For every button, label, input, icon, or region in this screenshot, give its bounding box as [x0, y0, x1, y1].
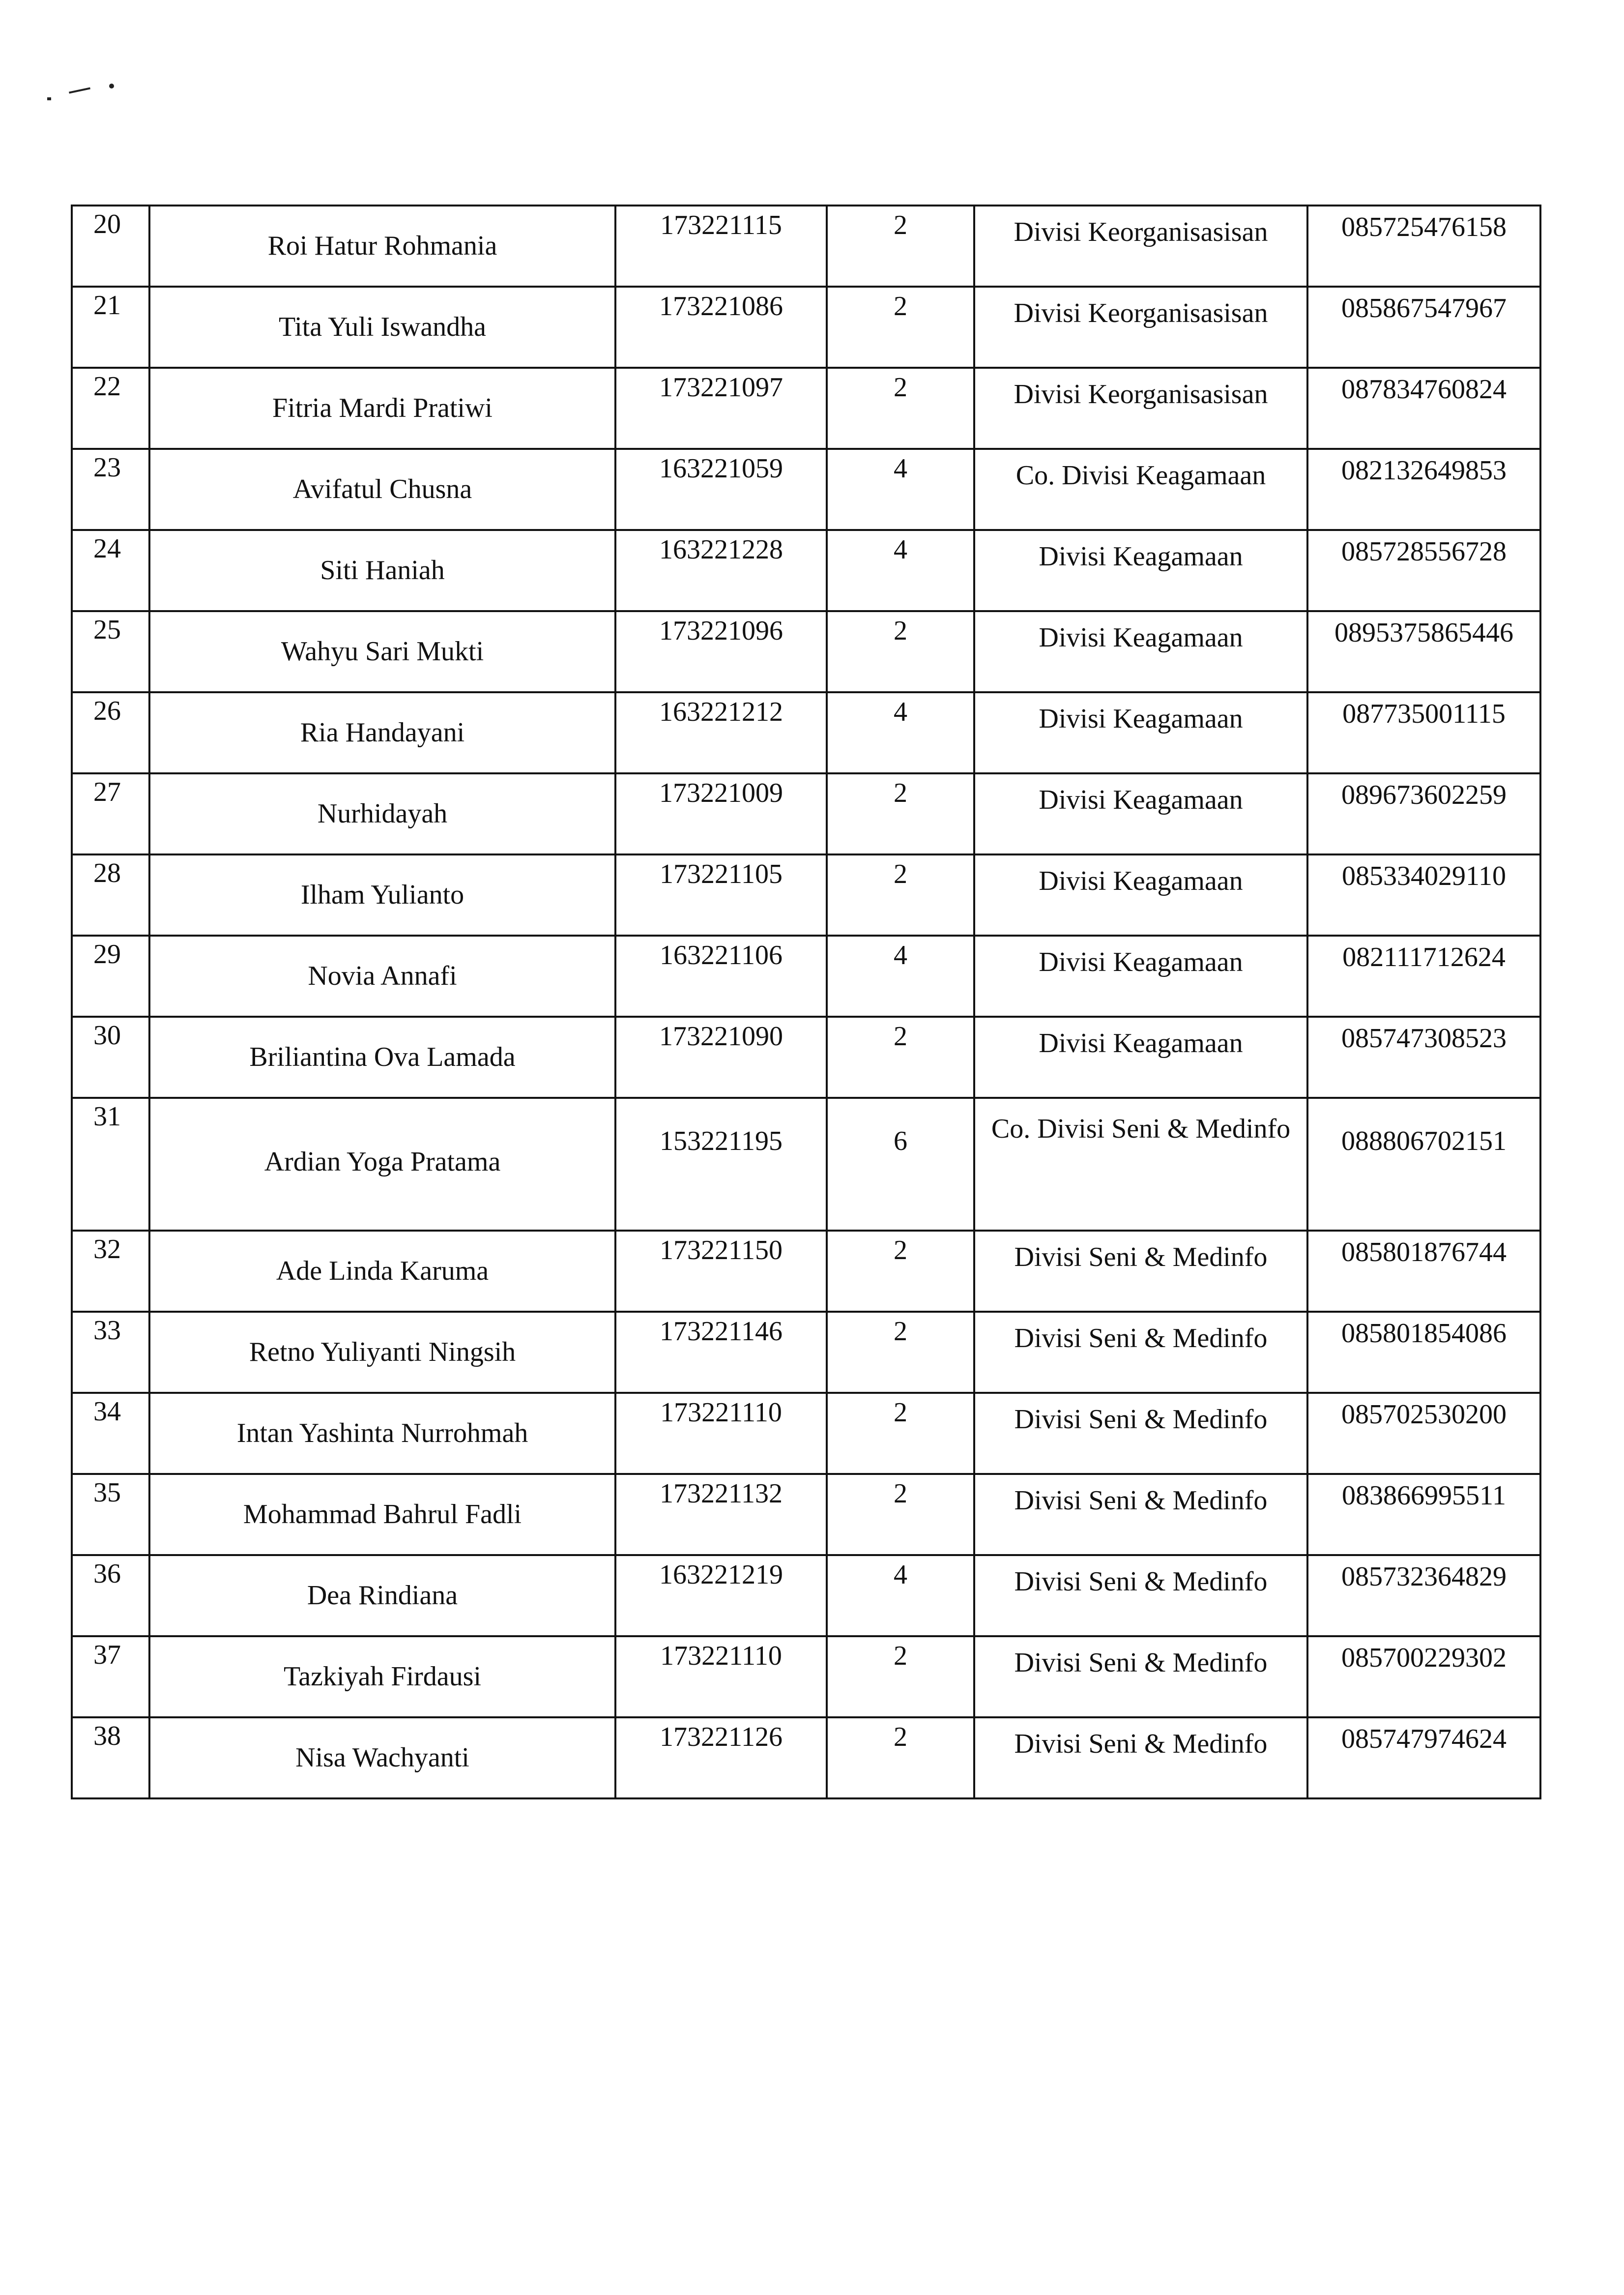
division-cell: Divisi Keorganisasisan — [974, 368, 1307, 449]
row-number-cell: 24 — [72, 530, 149, 611]
member-name-cell: Tazkiyah Firdausi — [149, 1636, 615, 1717]
member-name-cell: Briliantina Ova Lamada — [149, 1017, 615, 1098]
semester-cell: 2 — [827, 1717, 974, 1798]
scan-mark — [109, 84, 114, 88]
division-cell: Divisi Keagamaan — [974, 854, 1307, 936]
student-id-cell: 173221090 — [615, 1017, 827, 1098]
division-cell: Divisi Keagamaan — [974, 530, 1307, 611]
phone-number-cell: 085747974624 — [1307, 1717, 1540, 1798]
table-row — [72, 773, 1540, 854]
student-id-cell: 173221110 — [615, 1393, 827, 1474]
row-number-cell: 38 — [72, 1717, 149, 1798]
student-id-cell: 163221228 — [615, 530, 827, 611]
table-row — [72, 1717, 1540, 1798]
phone-number-cell: 085801854086 — [1307, 1312, 1540, 1393]
semester-cell: 2 — [827, 1231, 974, 1312]
row-number-cell: 30 — [72, 1017, 149, 1098]
row-number-cell: 22 — [72, 368, 149, 449]
table-row — [72, 368, 1540, 449]
division-cell: Divisi Keagamaan — [974, 611, 1307, 692]
row-number-cell: 21 — [72, 287, 149, 368]
member-name-cell: Fitria Mardi Pratiwi — [149, 368, 615, 449]
semester-cell: 4 — [827, 530, 974, 611]
table-row — [72, 692, 1540, 773]
semester-cell: 2 — [827, 368, 974, 449]
division-cell: Divisi Seni & Medinfo — [974, 1312, 1307, 1393]
row-number-cell: 25 — [72, 611, 149, 692]
phone-number-cell: 087735001115 — [1307, 692, 1540, 773]
scan-mark — [69, 87, 90, 93]
division-cell: Divisi Seni & Medinfo — [974, 1555, 1307, 1636]
member-table — [71, 205, 1541, 1799]
row-number-cell: 35 — [72, 1474, 149, 1555]
semester-cell: 2 — [827, 1474, 974, 1555]
phone-number-cell: 085728556728 — [1307, 530, 1540, 611]
member-name-cell: Wahyu Sari Mukti — [149, 611, 615, 692]
table-row — [72, 1393, 1540, 1474]
row-number-cell: 26 — [72, 692, 149, 773]
student-id-cell: 173221132 — [615, 1474, 827, 1555]
row-number-cell: 33 — [72, 1312, 149, 1393]
table-row — [72, 530, 1540, 611]
phone-number-cell: 082111712624 — [1307, 936, 1540, 1017]
row-number-cell: 29 — [72, 936, 149, 1017]
student-id-cell: 173221009 — [615, 773, 827, 854]
table-row — [72, 1231, 1540, 1312]
student-id-cell: 173221097 — [615, 368, 827, 449]
division-cell: Divisi Keagamaan — [974, 936, 1307, 1017]
student-id-cell: 173221115 — [615, 206, 827, 287]
phone-number-cell: 085867547967 — [1307, 287, 1540, 368]
row-number-cell: 34 — [72, 1393, 149, 1474]
semester-cell: 4 — [827, 449, 974, 530]
table-row — [72, 854, 1540, 936]
member-name-cell: Roi Hatur Rohmania — [149, 206, 615, 287]
student-id-cell: 173221096 — [615, 611, 827, 692]
division-cell: Divisi Seni & Medinfo — [974, 1393, 1307, 1474]
row-number-cell: 27 — [72, 773, 149, 854]
table-row — [72, 611, 1540, 692]
student-id-cell: 173221110 — [615, 1636, 827, 1717]
semester-cell: 6 — [827, 1098, 974, 1231]
phone-number-cell: 082132649853 — [1307, 449, 1540, 530]
student-id-cell: 173221126 — [615, 1717, 827, 1798]
division-cell: Divisi Keorganisasisan — [974, 287, 1307, 368]
division-cell: Divisi Keagamaan — [974, 773, 1307, 854]
member-table-body — [72, 206, 1540, 1798]
table-row — [72, 936, 1540, 1017]
row-number-cell: 28 — [72, 854, 149, 936]
row-number-cell: 20 — [72, 206, 149, 287]
table-row — [72, 449, 1540, 530]
student-id-cell: 173221105 — [615, 854, 827, 936]
member-name-cell: Ria Handayani — [149, 692, 615, 773]
table-row — [72, 1312, 1540, 1393]
student-id-cell: 163221106 — [615, 936, 827, 1017]
phone-number-cell: 088806702151 — [1307, 1098, 1540, 1231]
student-id-cell: 173221146 — [615, 1312, 827, 1393]
member-name-cell: Nurhidayah — [149, 773, 615, 854]
member-name-cell: Intan Yashinta Nurrohmah — [149, 1393, 615, 1474]
member-name-cell: Avifatul Chusna — [149, 449, 615, 530]
student-id-cell: 173221150 — [615, 1231, 827, 1312]
semester-cell: 2 — [827, 206, 974, 287]
member-name-cell: Ilham Yulianto — [149, 854, 615, 936]
student-id-cell: 163221212 — [615, 692, 827, 773]
semester-cell: 2 — [827, 854, 974, 936]
phone-number-cell: 087834760824 — [1307, 368, 1540, 449]
member-name-cell: Dea Rindiana — [149, 1555, 615, 1636]
semester-cell: 2 — [827, 1393, 974, 1474]
row-number-cell: 36 — [72, 1555, 149, 1636]
row-number-cell: 32 — [72, 1231, 149, 1312]
semester-cell: 2 — [827, 1636, 974, 1717]
scan-mark — [47, 97, 51, 100]
member-name-cell: Siti Haniah — [149, 530, 615, 611]
division-cell: Divisi Keagamaan — [974, 692, 1307, 773]
semester-cell: 4 — [827, 692, 974, 773]
row-number-cell: 23 — [72, 449, 149, 530]
division-cell: Divisi Keagamaan — [974, 1017, 1307, 1098]
phone-number-cell: 085725476158 — [1307, 206, 1540, 287]
member-name-cell: Ardian Yoga Pratama — [149, 1098, 615, 1231]
semester-cell: 4 — [827, 936, 974, 1017]
table-row — [72, 1474, 1540, 1555]
phone-number-cell: 085801876744 — [1307, 1231, 1540, 1312]
table-row — [72, 1017, 1540, 1098]
table-row — [72, 287, 1540, 368]
semester-cell: 2 — [827, 773, 974, 854]
member-name-cell: Ade Linda Karuma — [149, 1231, 615, 1312]
table-row — [72, 1636, 1540, 1717]
division-cell: Co. Divisi Seni & Medinfo — [974, 1098, 1307, 1231]
table-row — [72, 1098, 1540, 1231]
phone-number-cell: 085702530200 — [1307, 1393, 1540, 1474]
phone-number-cell: 089673602259 — [1307, 773, 1540, 854]
member-name-cell: Retno Yuliyanti Ningsih — [149, 1312, 615, 1393]
phone-number-cell: 083866995511 — [1307, 1474, 1540, 1555]
division-cell: Co. Divisi Keagamaan — [974, 449, 1307, 530]
semester-cell: 2 — [827, 1017, 974, 1098]
phone-number-cell: 085747308523 — [1307, 1017, 1540, 1098]
semester-cell: 2 — [827, 287, 974, 368]
table-row — [72, 1555, 1540, 1636]
student-id-cell: 153221195 — [615, 1098, 827, 1231]
member-name-cell: Nisa Wachyanti — [149, 1717, 615, 1798]
division-cell: Divisi Seni & Medinfo — [974, 1636, 1307, 1717]
student-id-cell: 173221086 — [615, 287, 827, 368]
division-cell: Divisi Seni & Medinfo — [974, 1474, 1307, 1555]
student-id-cell: 163221059 — [615, 449, 827, 530]
division-cell: Divisi Keorganisasisan — [974, 206, 1307, 287]
division-cell: Divisi Seni & Medinfo — [974, 1231, 1307, 1312]
semester-cell: 4 — [827, 1555, 974, 1636]
phone-number-cell: 085700229302 — [1307, 1636, 1540, 1717]
phone-number-cell: 085732364829 — [1307, 1555, 1540, 1636]
semester-cell: 2 — [827, 611, 974, 692]
division-cell: Divisi Seni & Medinfo — [974, 1717, 1307, 1798]
phone-number-cell: 085334029110 — [1307, 854, 1540, 936]
member-name-cell: Novia Annafi — [149, 936, 615, 1017]
phone-number-cell: 0895375865446 — [1307, 611, 1540, 692]
student-id-cell: 163221219 — [615, 1555, 827, 1636]
member-name-cell: Mohammad Bahrul Fadli — [149, 1474, 615, 1555]
semester-cell: 2 — [827, 1312, 974, 1393]
table-row — [72, 206, 1540, 287]
row-number-cell: 31 — [72, 1098, 149, 1231]
row-number-cell: 37 — [72, 1636, 149, 1717]
member-name-cell: Tita Yuli Iswandha — [149, 287, 615, 368]
